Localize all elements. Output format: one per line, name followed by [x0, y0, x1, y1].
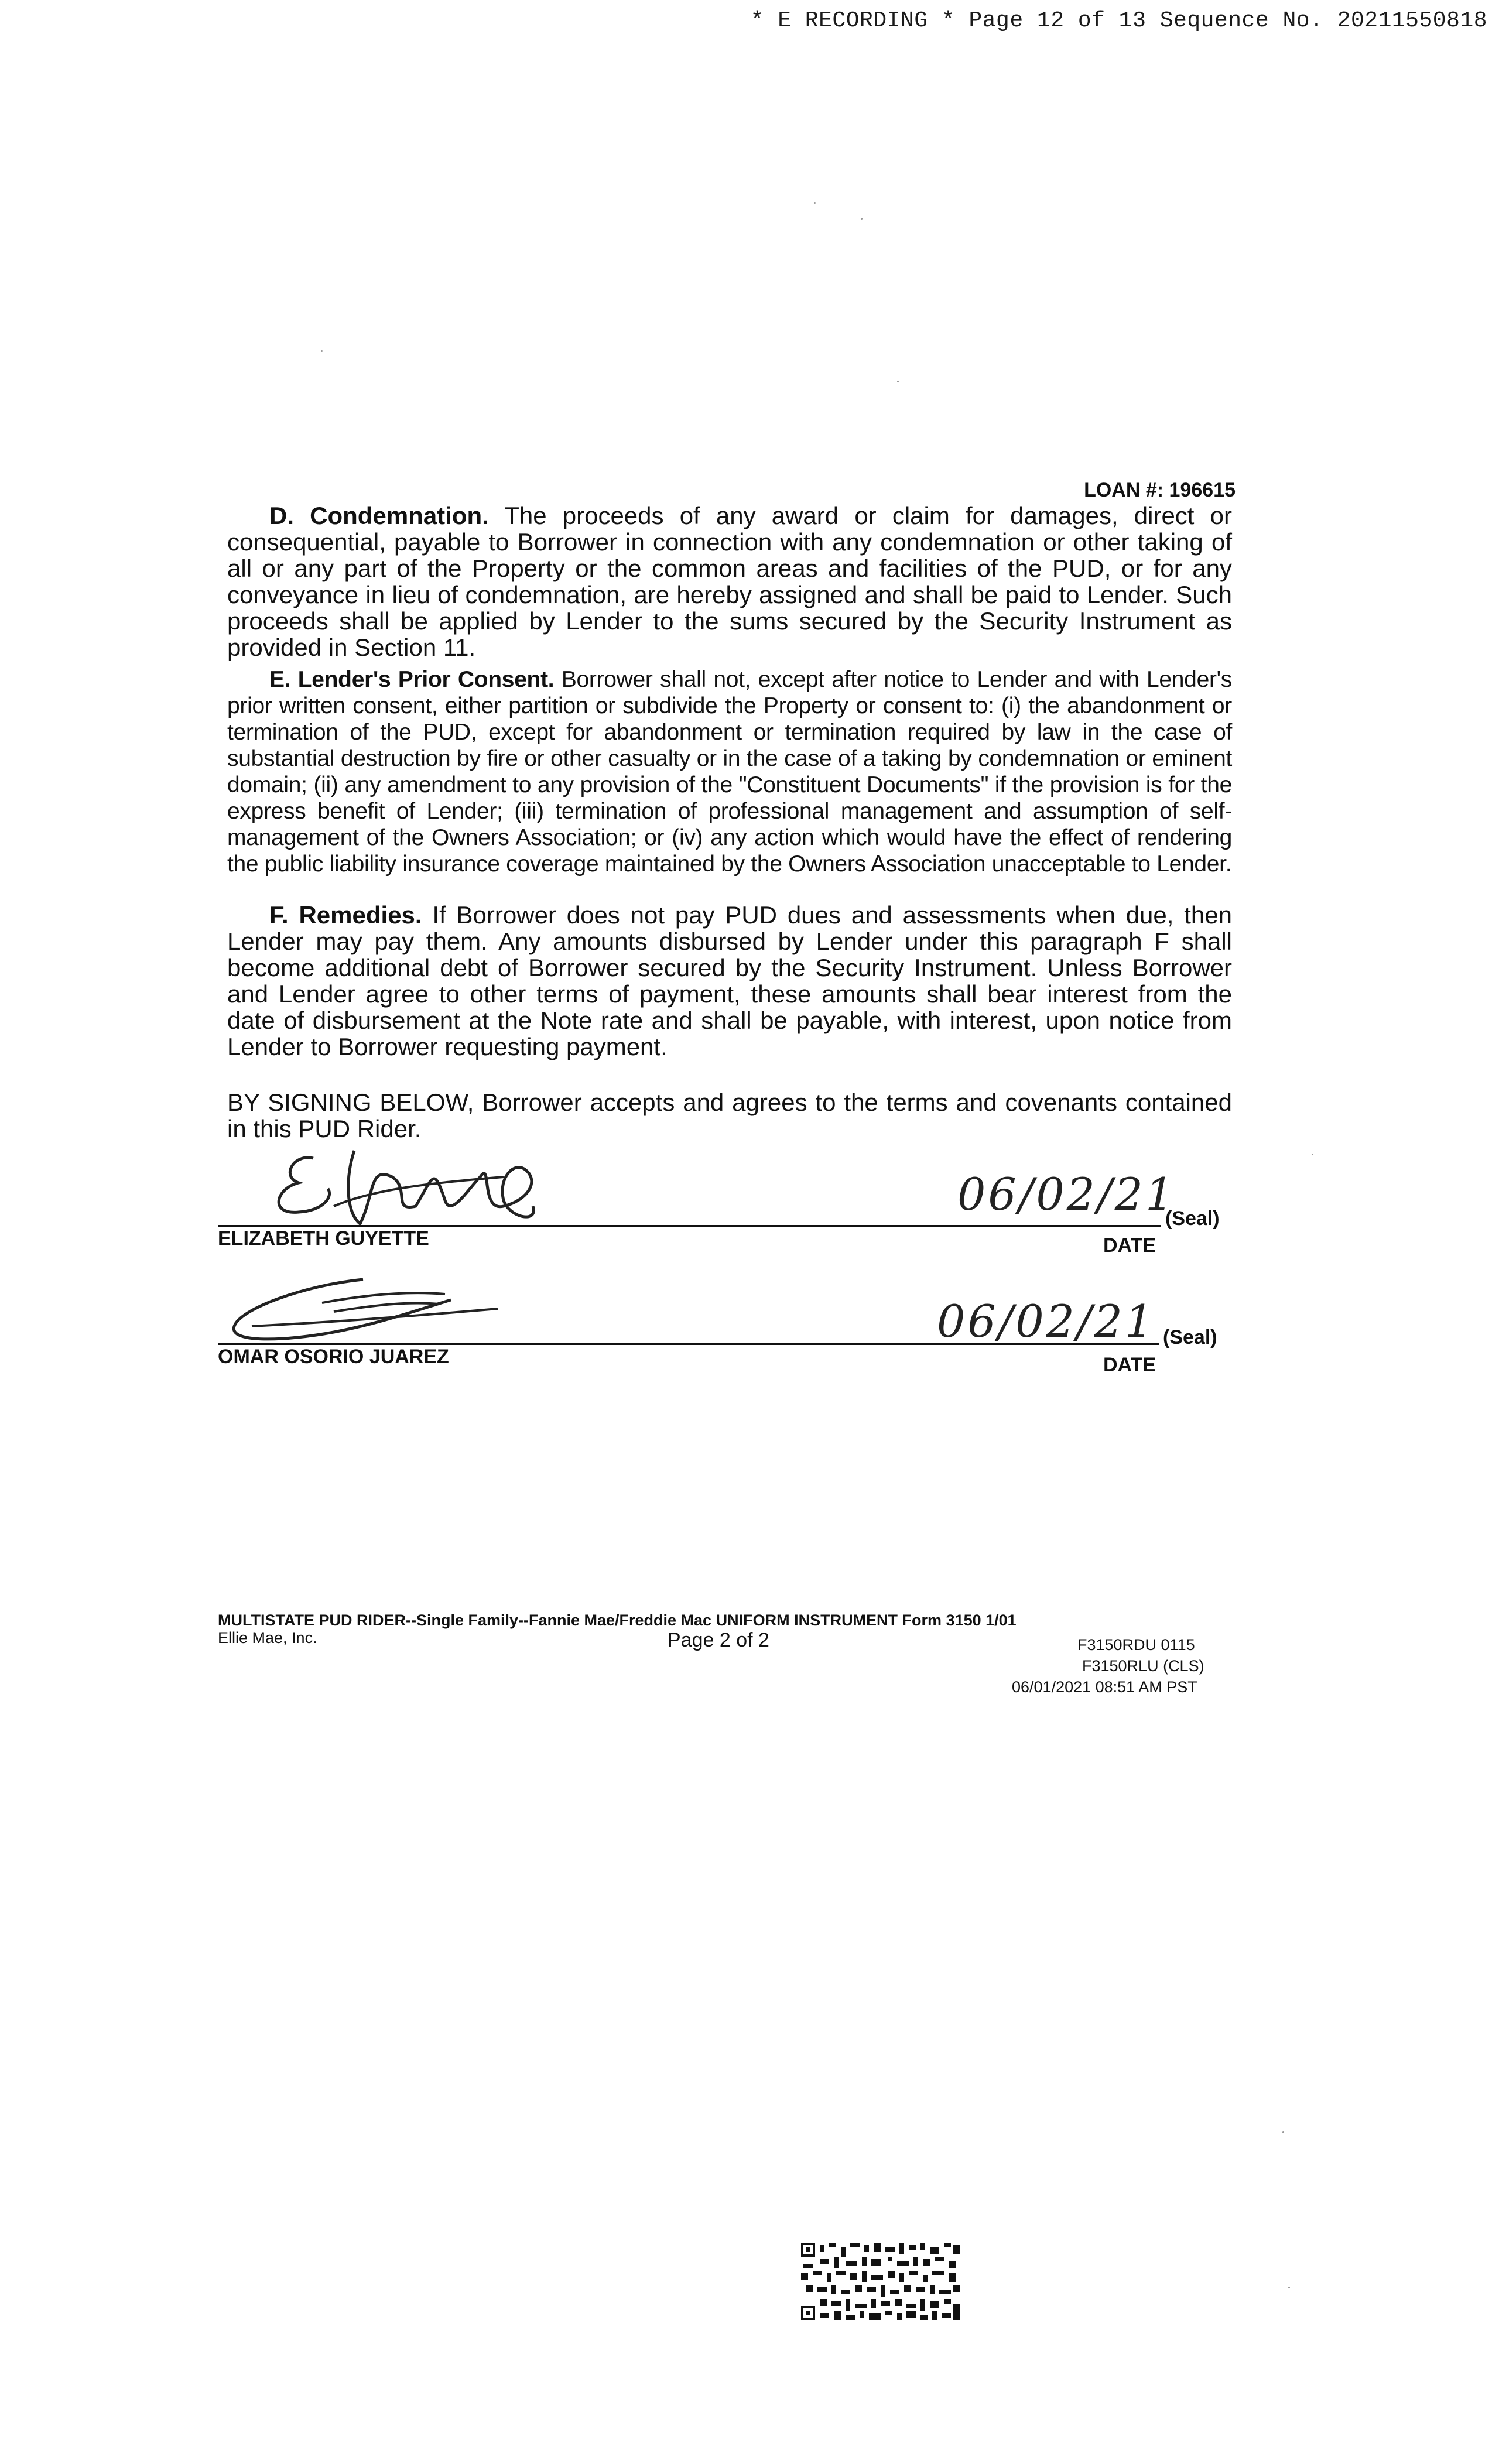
section-text: The proceeds of any award or claim for damages, direct or consequential, payable to Borrower in connection with any condemnation or other taking of all or any part of the Property or the common areas and facilities of the PUD, or for any conveyance in lieu of condemnation, are hereby assigned and shall be paid to Lender. Such proceeds shall be applied by Lender to the sums secured by the Security Instrument as provided in Section 11. [227, 502, 1232, 661]
scan-speck [1282, 2131, 1284, 2133]
signature-line [218, 1225, 1161, 1227]
scan-speck [897, 381, 899, 382]
seal-label: (Seal) [1165, 1207, 1220, 1230]
form-title: MULTISTATE PUD RIDER--Single Family--Fannie Mae/Freddie Mac UNIFORM INSTRUMENT Form 3150 1/01 [218, 1611, 1017, 1629]
loan-number: LOAN #: 196615 [1084, 479, 1236, 501]
date-label: DATE [1103, 1234, 1156, 1257]
section-remedies [227, 902, 1232, 1060]
section-condemnation [227, 502, 1232, 661]
timestamp: 06/01/2021 08:51 AM PST [1012, 1678, 1197, 1696]
recording-header: * E RECORDING * Page 12 of 13 Sequence No. 20211550818 [750, 8, 1487, 33]
barcode-icon [801, 2243, 960, 2320]
page-number: Page 2 of 2 [668, 1629, 769, 1651]
signature-line [218, 1343, 1159, 1345]
seal-label: (Seal) [1163, 1326, 1217, 1349]
section-heading: F. Remedies. [269, 901, 422, 929]
date-label: DATE [1103, 1354, 1156, 1376]
form-code: F3150RDU 0115 [1077, 1636, 1195, 1654]
signer-name: ELIZABETH GUYETTE [218, 1227, 429, 1250]
scan-speck [814, 202, 816, 204]
handwritten-date: 06/02/21 [957, 1168, 1176, 1220]
section-text: Borrower shall not, except after notice to Lender and with Lender's prior written consent, either partition or subdivide the Property or consent to: (i) the abandonment or termination of the PUD, except for abandonment or termination required by law in the case of substantial destruction by fire or other casualty or in the case of a taking by condemnation or eminent domain; (ii) any amendment to any provision of the "Constituent Documents" if the provision is for the express benefit of Lender; (iii) termination of professional management and assumption of self-management of the Owners Association; or (iv) any action which would have the effect of rendering the public liability insurance coverage maintained by the Owners Association unacceptable to Lender. [227, 667, 1232, 877]
section-heading: D. Condemnation. [269, 502, 489, 529]
scan-speck [1312, 1154, 1313, 1155]
section-heading: E. Lender's Prior Consent. [269, 667, 555, 692]
vendor-name: Ellie Mae, Inc. [218, 1629, 317, 1647]
signer-name: OMAR OSORIO JUAREZ [218, 1346, 449, 1368]
form-code: F3150RLU (CLS) [1082, 1657, 1204, 1675]
signature-omar-osorio-juarez [217, 1268, 521, 1350]
section-text: If Borrower does not pay PUD dues and assessments when due, then Lender may pay them. Any amounts disbursed by Lender under this paragraph F shall become additional debt of Borrower secured by the Security Instrument. Unless Borrower and Lender agree to other terms of payment, these amounts shall bear interest from the date of disbursement at the Note rate and shall be payable, with interest, upon notice from Lender to Borrower requesting payment. [227, 901, 1232, 1060]
section-lenders-prior-consent [227, 666, 1232, 877]
signing-statement: BY SIGNING BELOW, Borrower accepts and agrees to the terms and covenants contained in this PUD Rider. [227, 1089, 1232, 1142]
scan-speck [321, 350, 323, 352]
scan-speck [861, 218, 863, 220]
handwritten-date: 06/02/21 [937, 1295, 1156, 1347]
scan-speck [1288, 2287, 1290, 2288]
